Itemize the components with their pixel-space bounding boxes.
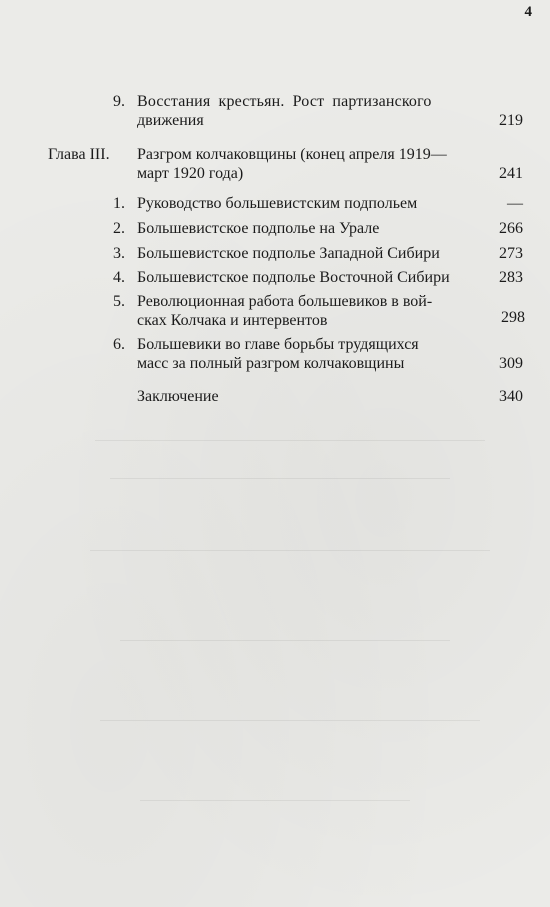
conclusion-page: 340 [499,388,523,405]
chapter-3-title-line1: Разгром колчаковщины (конец апреля 1919— [137,146,447,163]
chapter-3-title-line2: март 1920 года) [137,165,244,182]
toc-item-9-title-line2: движения [137,112,204,129]
toc-item-2-title: Большевистское подполье на Урале [137,220,380,237]
toc-item-1-page: — [507,195,523,212]
toc-item-4-title: Большевистское подполье Восточной Сибири [137,269,450,286]
toc-item-9-title-line1: Восстания крестьян. Рост партизанского [137,93,432,110]
toc-item-5-page: 298 [501,309,525,326]
show-through-line [140,800,410,801]
page-number: 4 [524,4,532,20]
toc-item-1-title: Руководство большевистским подпольем [137,195,418,212]
show-through-line [120,640,450,641]
toc-item-5-title-line2: сках Колчака и интервентов [137,312,328,329]
toc-item-6-number: 6. [113,336,125,353]
toc-item-2-page: 266 [499,220,523,237]
chapter-3-page: 241 [499,165,523,182]
toc-item-5-title-line1: Революционная работа большевиков в вой- [137,293,433,310]
toc-item-6-page: 309 [499,355,523,372]
show-through-line [100,720,480,721]
toc-item-3-page: 273 [499,245,523,262]
toc-item-3-title: Большевистское подполье Западной Сибири [137,245,440,262]
toc-item-4-page: 283 [499,269,523,286]
toc-item-1-number: 1. [113,195,125,212]
toc-item-9-page: 219 [499,112,523,129]
show-through-line [90,550,490,551]
conclusion-title: Заключение [137,388,219,405]
show-through-line [95,440,485,441]
show-through-line [110,478,450,479]
toc-item-6-title-line1: Большевики во главе борьбы трудящихся [137,336,419,353]
toc-item-2-number: 2. [113,220,125,237]
toc-item-4-number: 4. [113,269,125,286]
toc-item-9-number: 9. [113,93,125,110]
toc-item-5-number: 5. [113,293,125,310]
toc-item-6-title-line2: масс за полный разгром колчаковщины [137,355,405,372]
chapter-3-label: Глава III. [48,146,110,163]
toc-item-3-number: 3. [113,245,125,262]
